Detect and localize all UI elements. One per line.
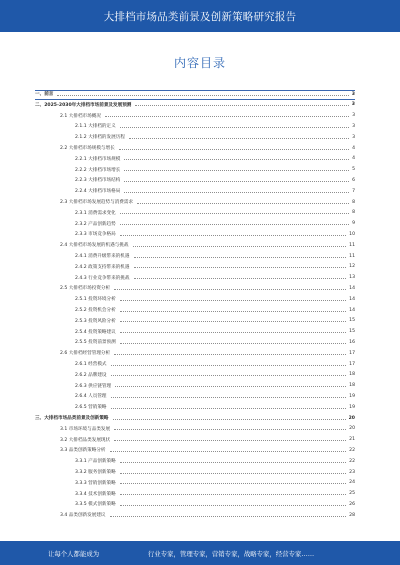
toc-leader-dots	[120, 332, 346, 333]
toc-entry-page: 18	[349, 383, 355, 389]
toc-entry-label: 2.3.2 产品创新趋势	[75, 221, 116, 227]
toc-entry-page: 12	[349, 264, 355, 270]
toc-leader-dots	[120, 462, 346, 463]
toc-entry-page: 17	[349, 361, 355, 367]
toc-leader-dots	[134, 267, 347, 268]
toc-entry-page: 4	[352, 156, 355, 162]
toc-leader-dots	[111, 397, 347, 398]
toc-entry-page: 8	[352, 199, 355, 205]
toc-leader-dots	[120, 235, 346, 236]
toc-entry-page: 9	[352, 221, 355, 227]
toc-leader-dots	[113, 419, 346, 420]
toc-entry-page: 14	[349, 285, 355, 291]
toc-entry[interactable]	[60, 446, 355, 454]
toc-entry[interactable]	[75, 274, 355, 282]
toc-entry-label: 2.1 大排档市场概况	[60, 113, 101, 119]
toc-entry[interactable]	[75, 166, 355, 174]
toc-entry[interactable]	[75, 403, 355, 411]
toc-leader-dots	[124, 181, 349, 182]
toc-entry-label: 2.4 大排档市场发展的机遇与挑战	[60, 243, 129, 249]
toc-entry-page: 11	[349, 253, 355, 259]
toc-entry-label: 3.3.2 服务创新策略	[75, 470, 116, 475]
toc-entry-page: 14	[349, 307, 355, 313]
toc-entry-label: 2.3 大排档市场发展趋势与消费需求	[60, 200, 134, 205]
toc-entry[interactable]	[75, 490, 355, 498]
toc-entry[interactable]	[75, 230, 355, 238]
toc-entry-label: 2.6.1 经营模式	[75, 362, 107, 367]
toc-entry[interactable]	[75, 360, 355, 368]
toc-leader-dots	[114, 429, 346, 430]
toc-entry[interactable]	[60, 144, 355, 152]
toc-entry[interactable]	[75, 263, 355, 271]
toc-entry-page: 4	[352, 145, 355, 151]
toc-entry-label: 2.3.1 消费需求变化	[75, 210, 116, 216]
toc-entry-label: 2.2.2 大排档市场增长	[75, 167, 121, 173]
toc-entry-label: 2.5.1 投资环境分析	[75, 297, 116, 303]
toc-entry-page: 6	[352, 177, 355, 183]
toc-entry-page: 17	[349, 350, 355, 356]
toc-entry[interactable]	[60, 349, 355, 357]
toc-entry-page: 3	[351, 91, 355, 97]
toc-entry-page: 14	[349, 296, 355, 302]
toc-entry-label: 2.5 大排档市场投资分析	[60, 286, 111, 292]
toc-entry[interactable]	[75, 252, 355, 260]
toc-leader-dots	[114, 440, 346, 441]
toc-entry[interactable]	[35, 101, 355, 109]
toc-entry-label: 3.2 大排档品类发展现状	[60, 437, 111, 443]
toc-entry-page: 20	[349, 426, 355, 432]
toc-entry[interactable]	[75, 306, 355, 314]
toc-entry-page: 11	[349, 242, 355, 248]
toc-entry[interactable]	[35, 414, 355, 422]
toc-entry-label: 2.1.1 大排档的定义	[75, 124, 116, 130]
toc-entry-page: 3	[352, 134, 355, 140]
toc-leader-dots	[120, 311, 346, 312]
toc-entry-label: 3.1 市场环境与品类发展	[60, 426, 111, 432]
toc-entry-page: 16	[349, 339, 355, 345]
toc-entry[interactable]	[75, 317, 355, 325]
toc-entry[interactable]	[35, 90, 355, 98]
toc-entry-page: 5	[352, 167, 355, 173]
toc-entry-label: 3.3 品类创新策略分析	[60, 448, 106, 454]
toc-leader-dots	[120, 321, 346, 322]
toc-entry-page: 20	[348, 415, 355, 421]
toc-entry-label: 2.5.2 投资机会分析	[75, 308, 116, 313]
toc-leader-dots	[119, 149, 349, 150]
toc-entry-page: 10	[349, 231, 355, 237]
toc-entry-page: 25	[349, 491, 355, 497]
toc-entry[interactable]	[75, 479, 355, 487]
toc-entry-label: 3.3.4 技术创新策略	[75, 491, 116, 497]
toc-leader-dots	[114, 354, 346, 355]
toc-leader-dots	[120, 213, 349, 214]
footer-slogan: 让每个人都能成为	[48, 549, 100, 558]
toc-entry-label: 2.6.5 营销策略	[75, 405, 107, 411]
toc-leader-dots	[110, 451, 347, 452]
toc-entry[interactable]	[75, 155, 355, 163]
toc-entry-label: 三、大排档市场品类前景及创新策略	[35, 416, 109, 421]
toc-leader-dots	[124, 159, 349, 160]
toc-entry-label: 2.4.3 行业竞争带来的挑战	[75, 275, 130, 281]
header-banner	[0, 0, 400, 32]
toc-entry[interactable]	[75, 176, 355, 184]
toc-entry[interactable]	[75, 338, 355, 346]
toc-leader-dots	[120, 224, 349, 225]
toc-leader-dots	[133, 246, 347, 247]
toc-leader-dots	[57, 95, 348, 96]
toc-entry-page: 19	[349, 404, 355, 410]
toc-entry-label: 一、前言	[35, 92, 54, 97]
toc-leader-dots	[111, 408, 347, 409]
toc-entry[interactable]	[60, 284, 355, 292]
toc-entry-label: 2.2 大排档市场规模与增长	[60, 146, 115, 151]
toc-leader-dots	[120, 473, 346, 474]
toc-entry-label: 2.6.4 人员管理	[75, 394, 107, 400]
toc-entry-page: 26	[349, 501, 355, 507]
toc-leader-dots	[111, 365, 347, 366]
toc-entry-page: 18	[349, 372, 355, 378]
toc-entry-page: 8	[352, 210, 355, 216]
toc-entry-label: 二、2025-2030年大排档市场前景及发展预测	[35, 102, 132, 108]
toc-entry-label: 3.4 品类创新发展建议	[60, 513, 106, 519]
toc-entry-label: 3.3.5 模式创新策略	[75, 502, 116, 508]
toc-entry-label: 2.3.3 市场竞争格局	[75, 232, 116, 238]
toc-leader-dots	[120, 505, 346, 506]
toc-leader-dots	[120, 343, 346, 344]
toc-entry-label: 2.2.1 大排档市场规模	[75, 156, 121, 162]
toc-entry[interactable]	[75, 500, 355, 508]
toc-leader-dots	[120, 127, 349, 128]
footer-banner	[0, 541, 400, 565]
toc-leader-dots	[120, 494, 346, 495]
toc-entry-label: 3.3.3 营销创新策略	[75, 480, 116, 486]
toc-entry-page: 21	[349, 437, 355, 443]
toc-entry[interactable]	[60, 241, 355, 249]
toc-entry-label: 2.1.2 大排档的发展历程	[75, 135, 125, 141]
footer-roles: 行业专家，管理专家，营销专家，战略专家，经营专家……	[148, 549, 315, 558]
report-title: 大排档市场品类前景及创新策略研究报告	[103, 10, 297, 23]
toc-entry-page: 7	[352, 188, 355, 194]
toc-entry-page: 3	[352, 113, 355, 119]
toc-entry-label: 2.2.4 大排档市场格局	[75, 189, 121, 195]
toc-entry[interactable]	[60, 511, 355, 519]
toc-entry[interactable]	[60, 112, 355, 120]
toc-entry[interactable]	[75, 371, 355, 379]
toc-entry-label: 2.5.3 投资风险分析	[75, 318, 116, 324]
toc-leader-dots	[124, 170, 349, 171]
toc-entry[interactable]	[75, 392, 355, 400]
toc-entry-label: 3.3.1 产品创新策略	[75, 459, 116, 465]
toc-entry[interactable]	[75, 187, 355, 195]
toc-entry-page: 22	[349, 447, 355, 453]
toc-entry-label: 2.5.5 投资前景预测	[75, 340, 116, 346]
toc-leader-dots	[134, 278, 347, 279]
toc-leader-dots	[114, 289, 346, 290]
toc-entry[interactable]	[75, 133, 355, 141]
toc-entry-page: 3	[352, 123, 355, 129]
toc-entry[interactable]	[75, 382, 355, 390]
toc-entry-page: 23	[349, 469, 355, 475]
toc-entry-page: 28	[349, 512, 355, 518]
toc-leader-dots	[115, 386, 346, 387]
toc-entry-page: 3	[351, 102, 355, 108]
toc-entry[interactable]	[60, 425, 355, 433]
toc-entry[interactable]	[75, 209, 355, 217]
toc-entry-page: 15	[349, 318, 355, 324]
toc-entry-label: 2.2.3 大排档市场结构	[75, 178, 121, 184]
toc-leader-dots	[124, 192, 349, 193]
toc-leader-dots	[105, 116, 349, 117]
toc-leader-dots	[111, 375, 347, 376]
toc-entry-label: 2.6 大排档经营管理分析	[60, 351, 111, 357]
toc-entry-page: 15	[349, 329, 355, 335]
toc-entry[interactable]	[75, 122, 355, 130]
toc-entry[interactable]	[60, 436, 355, 444]
toc-entry-label: 2.6.2 品牌建设	[75, 372, 107, 378]
toc-entry-label: 2.5.4 投资策略建议	[75, 329, 116, 335]
toc-leader-dots	[137, 203, 349, 204]
toc-entry-label: 2.4.2 政策支持带来的机遇	[75, 264, 130, 270]
toc-leader-dots	[120, 483, 346, 484]
toc-entry-page: 13	[349, 275, 355, 281]
toc-leader-dots	[120, 300, 346, 301]
toc-entry[interactable]	[75, 328, 355, 336]
toc-entry-page: 24	[349, 480, 355, 486]
toc-entry[interactable]	[60, 198, 355, 206]
toc-leader-dots	[110, 516, 347, 517]
toc-entry-label: 2.6.3 供应链管理	[75, 383, 112, 389]
toc-title: 内容目录	[173, 56, 226, 70]
toc-leader-dots	[135, 105, 348, 106]
toc-entry-page: 19	[349, 393, 355, 399]
toc-entry[interactable]	[75, 457, 355, 465]
toc-entry-label: 2.4.1 消费升级带来的机遇	[75, 254, 130, 259]
toc-entry[interactable]	[75, 468, 355, 476]
toc-entry[interactable]	[75, 295, 355, 303]
toc-entry-page: 22	[349, 458, 355, 464]
toc-leader-dots	[134, 257, 347, 258]
toc-leader-dots	[129, 138, 349, 139]
toc-entry[interactable]	[75, 220, 355, 228]
